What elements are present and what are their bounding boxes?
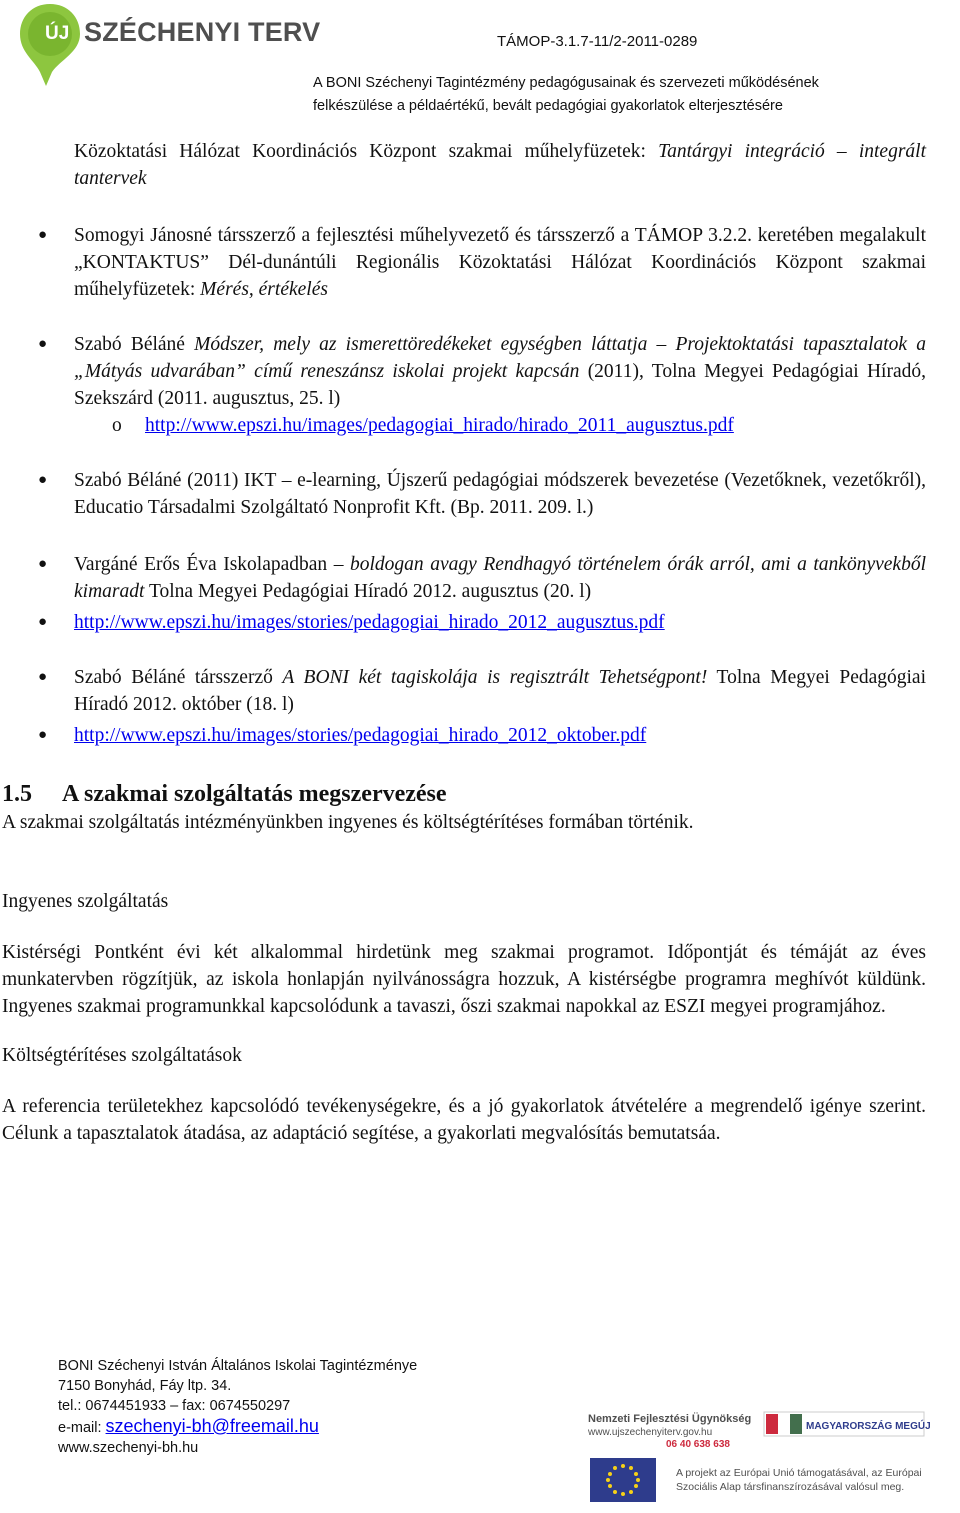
header-subtitle-line-1: A BONI Széchenyi Tagintézmény pedagógusainak és szervezeti működésének — [313, 75, 819, 91]
bullet-icon: ● — [38, 556, 48, 572]
paid-service-heading: Költségtérítéses szolgáltatások — [2, 1045, 242, 1066]
hu-flag-white — [778, 1414, 790, 1434]
eu-support-line-1: A projekt az Európai Unió támogatásával, az Európai — [676, 1467, 922, 1479]
funding-logos — [586, 1408, 931, 1508]
sub-list-item — [0, 412, 960, 439]
page-header — [0, 0, 960, 120]
bullet-icon: ● — [38, 227, 48, 243]
free-service-heading: Ingyenes szolgáltatás — [2, 891, 169, 912]
footer-website: www.szechenyi-bh.hu — [58, 1440, 199, 1456]
hirado-2011-link[interactable]: http://www.epszi.hu/images/pedagogiai_hirado/hirado_2011_augusztus.pdf — [145, 415, 734, 436]
list-item: ● Vargáné Erős Éva Iskolapadban – boldogan avagy Rendhagyó történelem órák arról, ami a tankönyvekből kimaradt Tolna Megyei Pedagógiai Híradó 2012. augusztus (20. l) — [0, 551, 960, 605]
bullet-icon: ● — [38, 727, 48, 743]
logo-uj-text: ÚJ — [45, 23, 70, 44]
bullet-icon: ● — [38, 336, 48, 352]
nfu-phone: 06 40 638 638 — [666, 1439, 730, 1450]
footer-email-link[interactable]: szechenyi-bh@freemail.hu — [105, 1416, 319, 1436]
hu-flag-green — [790, 1414, 802, 1434]
szechenyi-terv-logo — [18, 2, 321, 88]
funding-logos-graphic — [586, 1408, 931, 1508]
nfu-web: www.ujszechenyiterv.gov.hu — [588, 1427, 713, 1438]
bullet-icon: ● — [38, 669, 48, 685]
section-heading — [0, 779, 960, 809]
megujul-text: MAGYARORSZÁG MEGÚJUL — [806, 1421, 931, 1432]
eu-support-line-2: Szociális Alap társfinanszírozásával valósul meg. — [676, 1481, 905, 1493]
section-title: A szakmai szolgáltatás megszervezése — [62, 781, 447, 807]
section-intro: A szakmai szolgáltatás intézményünkben ingyenes és költségtérítéses formában történik. — [2, 812, 694, 833]
hu-flag-red — [766, 1414, 778, 1434]
paid-service-text: A referencia területekhez kapcsolódó tevékenységekre, és a jó gyakorlatok átvételére a megrendelő igénye szerint. Célunk a tapasztalatok átadása, az adaptáció segítése, a gyakorlati megvalósítás bemutatsáa. — [2, 1096, 926, 1144]
hirado-2012-october-link[interactable]: http://www.epszi.hu/images/stories/pedagogiai_hirado_2012_oktober.pdf — [74, 725, 647, 746]
header-subtitle-line-2: felkészülése a példaértékű, bevált pedagógiai gyakorlatok elterjesztésére — [313, 98, 783, 114]
project-code: TÁMOP-3.1.7-11/2-2011-0289 — [497, 33, 698, 50]
list-item: ● Szabó Béláné Módszer, mely az ismerettöredékeket egységben láttatja – Projektoktatási tapasztalatok a „Mátyás udvarában” című reneszánsz iskolai projekt kapcsán (2011), Tolna Megyei Pedagógiai Híradó, Szekszárd (2011. augusztus, 25. l) — [0, 331, 960, 412]
list-item — [0, 722, 960, 749]
logo-name-text: SZÉCHENYI TERV — [84, 17, 321, 47]
list-item: Közoktatási Hálózat Koordinációs Központ szakmai műhelyfüzetek: Tantárgyi integráció – integrált tantervek — [74, 141, 926, 189]
nfu-name: Nemzeti Fejlesztési Ügynökség — [588, 1413, 752, 1425]
bullet-icon: ● — [38, 472, 48, 488]
footer-address: 7150 Bonyhád, Fáy ltp. 34. — [58, 1378, 232, 1394]
list-item — [0, 609, 960, 636]
section-number: 1.5 — [2, 781, 32, 807]
list-item: ● Szabó Béláné társszerző A BONI két tagiskolája is regisztrált Tehetségpont! Tolna Megyei Pedagógiai Híradó 2012. október (18. l) — [0, 664, 960, 718]
circle-bullet-marker: o — [112, 415, 122, 436]
page-footer — [58, 1356, 417, 1458]
bullet-icon: ● — [38, 614, 48, 630]
hirado-2012-august-link[interactable]: http://www.epszi.hu/images/stories/pedagogiai_hirado_2012_augusztus.pdf — [74, 612, 665, 633]
document-body — [0, 138, 960, 1147]
list-item: ● Somogyi Jánosné társszerző a fejlesztési műhelyvezető és társszerző a TÁMOP 3.2.2. keretében megalakult „KONTAKTUS” Dél-dunántúli Regionális Közoktatási Hálózat Koordinációs Központ szakmai műhelyfüzetek: Mérés, értékelés — [0, 222, 960, 303]
footer-phone: tel.: 0674451933 – fax: 0674550297 — [58, 1398, 291, 1414]
footer-school-name: BONI Széchenyi István Általános Iskolai Tagintézménye — [58, 1358, 418, 1374]
list-item: ● Szabó Béláné (2011) IKT – e-learning, Újszerű pedagógiai módszerek bevezetése (Vezetőknek, vezetőkről), Educatio Társadalmi Szolgáltató Nonprofit Kft. (Bp. 2011. 209. l.) — [0, 467, 960, 521]
free-service-text: Kistérségi Pontként évi két alkalommal hirdetünk meg szakmai programot. Időpontját és témáját az éves munkatervben rögzítjük, az iskola honlapján nyilvánosságra hozzuk, A kistérségbe programra meghívót küldünk. Ingyenes szakmai programunkkal kapcsolódunk a tavaszi, őszi szakmai napokkal az ESZI megyei programjához. — [2, 942, 926, 1017]
logo-pin-icon — [18, 2, 88, 88]
footer-email-row: e-mail: szechenyi-bh@freemail.hu — [58, 1416, 319, 1436]
